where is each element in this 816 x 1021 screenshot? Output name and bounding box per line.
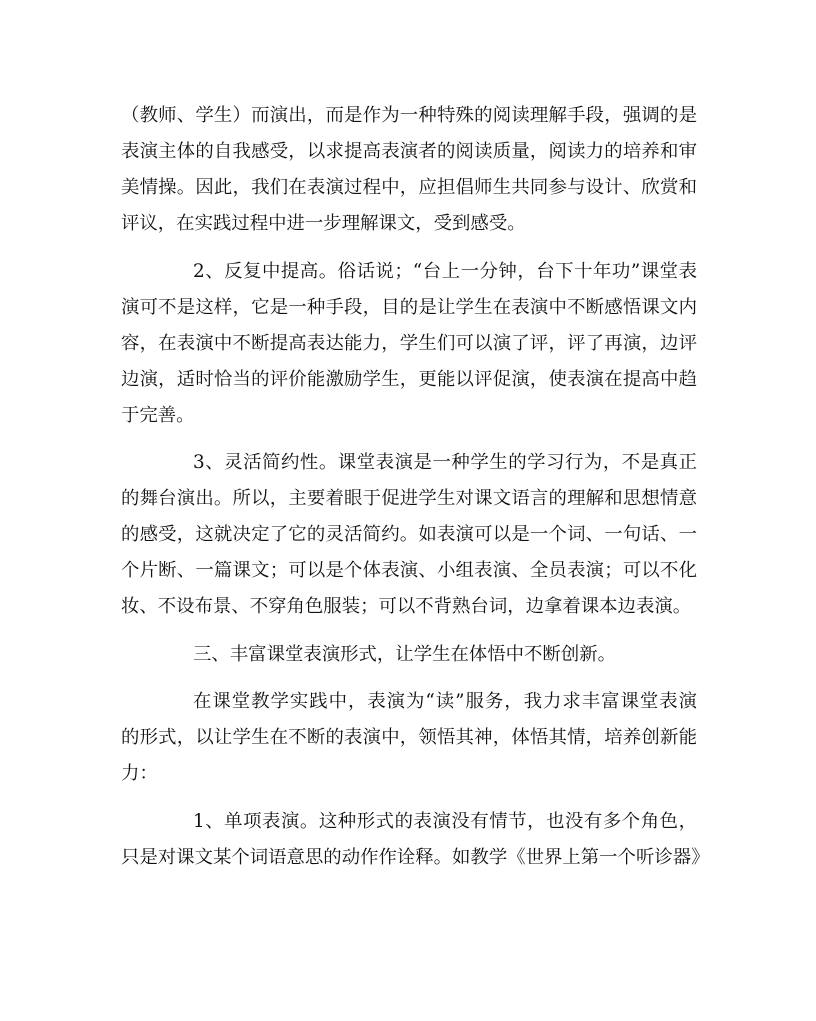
text-line: 演可不是这样，它是一种手段，目的是让学生在表演中不断感悟课文内 [121, 296, 697, 318]
paragraph [121, 445, 697, 625]
section-heading [121, 637, 697, 673]
paragraph [121, 684, 697, 792]
text-line: （教师、学生）而演出，而是作为一种特殊的阅读理解手段，强调的是 [121, 105, 697, 126]
text-line: 的感受，这就决定了它的灵活简约。如表演可以是一个词、一句话、一 [121, 524, 697, 545]
text-line: 的舞台演出。所以，主要着眼于促进学生对课文语言的理解和思想情意 [121, 488, 697, 509]
text-line: 力： [121, 763, 158, 784]
text-line: 个片断、一篇课文；可以是个体表演、小组表演、全员表演；可以不化 [121, 560, 697, 581]
text-line: 评议，在实践过程中进一步理解课文，受到感受。 [121, 213, 526, 234]
paragraph [121, 98, 697, 242]
text-line: 只是对课文某个词语意思的动作作诠释。如教学《世界上第一个听诊器》 [121, 846, 710, 868]
text-line: 容，在表演中不断提高表达能力，学生们可以演了评，评了再演，边评 [121, 332, 697, 354]
text-line: 1、单项表演。这种形式的表演没有情节，也没有多个角色， [193, 810, 697, 832]
text-line: 2、反复中提高。俗话说；“台上一分钟，台下十年功”课堂表 [193, 260, 697, 282]
text-line: 表演主体的自我感受，以求提高表演者的阅读质量，阅读力的培养和审 [121, 141, 697, 162]
text-line: 三、丰富课堂表演形式，让学生在体悟中不断创新。 [193, 643, 616, 665]
body-text [121, 98, 710, 876]
text-line: 于完善。 [121, 404, 195, 426]
paragraph [121, 804, 710, 876]
text-line: 的形式，以让学生在不断的表演中，领悟其神，体悟其情，培养创新能 [121, 727, 697, 748]
text-line: 边演，适时恰当的评价能激励学生，更能以评促演，使表演在提高中趋 [121, 368, 697, 390]
text-line: 3、灵活简约性。课堂表演是一种学生的学习行为，不是真正 [193, 452, 697, 473]
paragraph [121, 254, 697, 434]
text-line: 妆、不设布景、不穿角色服装；可以不背熟台词，边拿着课本边表演。 [121, 596, 692, 617]
text-line: 在课堂教学实践中，表演为“读”服务，我力求丰富课堂表演 [193, 691, 697, 712]
text-line: 美情操。因此，我们在表演过程中，应担倡师生共同参与设计、欣赏和 [121, 177, 697, 198]
